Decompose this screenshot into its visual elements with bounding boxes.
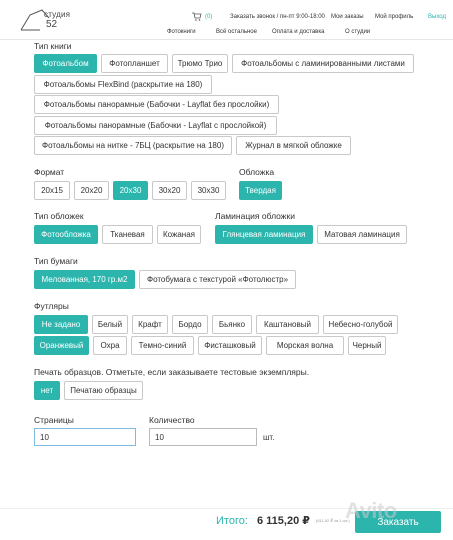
exit-link[interactable]: Выход xyxy=(428,14,446,20)
case-option[interactable]: Черный xyxy=(348,336,386,355)
logo-number: 52 xyxy=(46,19,58,30)
total-label: Итого: xyxy=(216,515,248,527)
book-type-option[interactable]: Фотоальбомы на нитке - 7БЦ (раскрытие на 180) xyxy=(34,136,232,155)
sample-print-label: Печать образцов. Отметьте, если заказываете тестовые экземпляры. xyxy=(34,367,310,377)
pages-label: Страницы xyxy=(34,415,74,425)
my-orders-link[interactable]: Мои заказы xyxy=(331,14,364,20)
cover-label: Обложка xyxy=(239,167,275,177)
pages-input[interactable]: 10 xyxy=(34,428,136,446)
case-option[interactable]: Небесно-голубой xyxy=(323,315,398,334)
lamination-option[interactable]: Глянцевая ламинация xyxy=(215,225,313,244)
book-type-option[interactable]: Фотоальбомы с ламинированными листами xyxy=(232,54,414,73)
sample-print-option[interactable]: Печатаю образцы xyxy=(64,381,143,400)
cart-count: (0) xyxy=(205,13,213,20)
book-type-option[interactable]: Фотоальбом xyxy=(34,54,97,73)
cover-lamination-label: Ламинация обложки xyxy=(215,211,295,221)
cover-type-option[interactable]: Тканевая xyxy=(102,225,153,244)
total-per-item-note: (611,52 ₽ за 1 шт.) xyxy=(316,518,350,523)
cover-type-option[interactable]: Фотообложка xyxy=(34,225,98,244)
cart-icon xyxy=(192,12,202,21)
case-option[interactable]: Фисташковый xyxy=(198,336,262,355)
cover-type-option[interactable]: Кожаная xyxy=(157,225,201,244)
case-option[interactable]: Темно-синий xyxy=(131,336,194,355)
format-option[interactable]: 30x20 xyxy=(152,181,187,200)
book-type-option[interactable]: Фотопланшет xyxy=(101,54,168,73)
case-option[interactable]: Оранжевый xyxy=(34,336,89,355)
book-type-option[interactable]: Трюмо Трио xyxy=(172,54,228,73)
call-request-link[interactable]: Заказать звонок / пн-пт 9:00-18:00 xyxy=(230,14,325,20)
paper-type-label: Тип бумаги xyxy=(34,256,78,266)
book-type-option[interactable]: Фотоальбомы панорамные (Бабочки - Layflat без прослойки) xyxy=(34,95,279,114)
studio-logo[interactable] xyxy=(20,9,76,33)
case-option[interactable]: Не задано xyxy=(34,315,88,334)
lamination-option[interactable]: Матовая ламинация xyxy=(317,225,407,244)
format-option[interactable]: 20x20 xyxy=(74,181,109,200)
nav-about-studio[interactable]: О студии xyxy=(345,29,371,35)
paper-type-option[interactable]: Мелованная, 170 гр.м2 xyxy=(34,270,135,289)
case-option[interactable]: Белый xyxy=(92,315,128,334)
cover-option[interactable]: Твердая xyxy=(239,181,282,200)
case-option[interactable]: Охра xyxy=(93,336,127,355)
nav-everything-else[interactable]: Всё остальное xyxy=(216,29,257,35)
case-option[interactable]: Морская волна xyxy=(266,336,344,355)
nav-payment-delivery[interactable]: Оплата и доставка xyxy=(272,29,325,35)
order-button[interactable]: Заказать xyxy=(355,511,441,533)
paper-type-option[interactable]: Фотобумага с текстурой «Фотолюстр» xyxy=(139,270,296,289)
cart-link[interactable] xyxy=(192,12,212,21)
case-option[interactable]: Бьянко xyxy=(212,315,252,334)
site-header xyxy=(0,0,453,40)
logo-text: студия xyxy=(44,10,71,19)
case-option[interactable]: Каштановый xyxy=(256,315,319,334)
quantity-unit: шт. xyxy=(263,433,275,442)
case-option[interactable]: Крафт xyxy=(132,315,168,334)
quantity-input[interactable]: 10 xyxy=(149,428,257,446)
format-label: Формат xyxy=(34,167,65,177)
total-value: 6 115,20 ₽ xyxy=(257,515,310,527)
nav-photobooks[interactable]: Фотокниги xyxy=(167,29,196,35)
cases-label: Футляры xyxy=(34,301,69,311)
avito-watermark: Avito xyxy=(345,498,397,523)
case-option[interactable]: Бордо xyxy=(172,315,208,334)
book-type-option[interactable]: Фотоальбомы панорамные (Бабочки - Layflat с прослойкой) xyxy=(34,116,277,135)
my-profile-link[interactable]: Мой профиль xyxy=(375,14,414,20)
format-option[interactable]: 20x15 xyxy=(34,181,70,200)
cover-type-label: Тип обложек xyxy=(34,211,84,221)
book-type-option[interactable]: Журнал в мягкой обложке xyxy=(236,136,351,155)
quantity-label: Количество xyxy=(149,415,195,425)
format-option[interactable]: 30x30 xyxy=(191,181,226,200)
book-type-label: Тип книги xyxy=(34,41,72,51)
book-type-option[interactable]: Фотоальбомы FlexBind (раскрытие на 180) xyxy=(34,75,212,94)
sample-print-option[interactable]: нет xyxy=(34,381,60,400)
format-option[interactable]: 20x30 xyxy=(113,181,148,200)
